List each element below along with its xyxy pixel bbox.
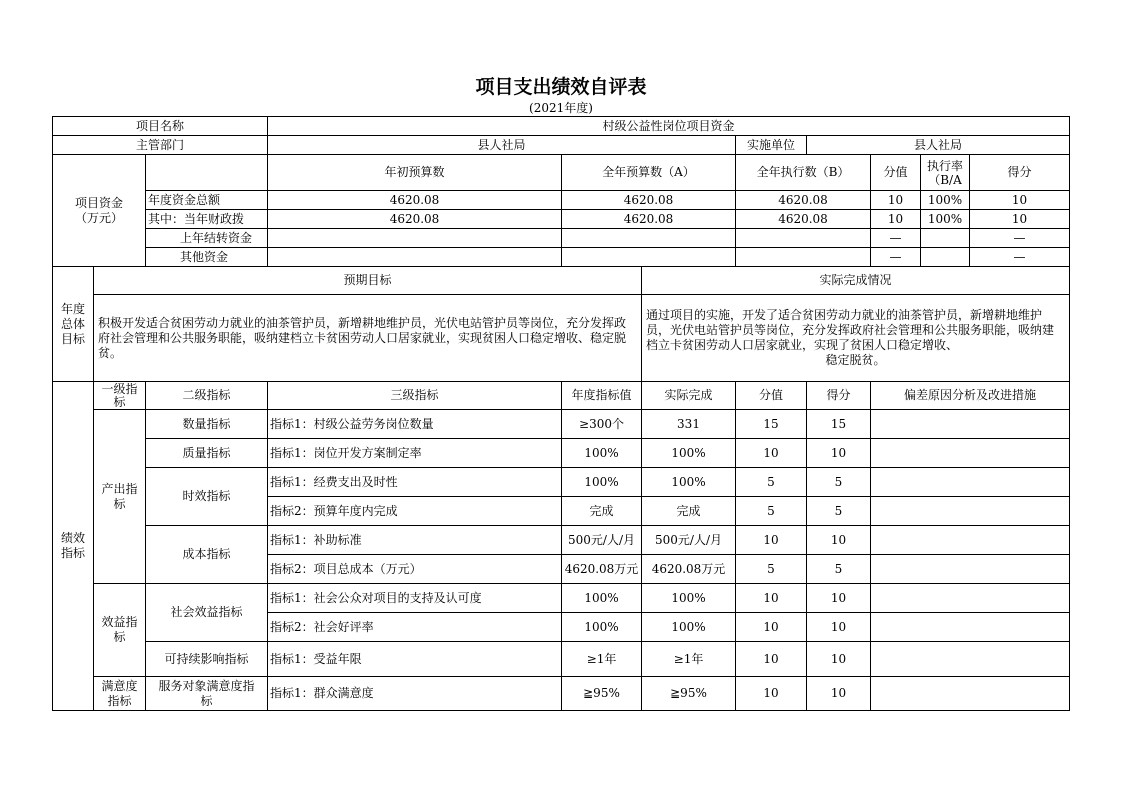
level2-cost: 成本指标 xyxy=(146,526,268,584)
indicator-actual: 331 xyxy=(642,410,736,439)
indicator-score: 10 xyxy=(807,439,871,468)
indicator-score: 10 xyxy=(807,613,871,642)
header-score-value: 分值 xyxy=(871,155,921,191)
indicator-row xyxy=(53,642,1070,677)
indicator-target: 100% xyxy=(562,468,642,497)
department-row xyxy=(53,136,1070,155)
indicator-score: 10 xyxy=(807,584,871,613)
indicators-header-row xyxy=(53,382,1070,410)
indicator-score-value: 10 xyxy=(736,584,807,613)
header-executed: 全年执行数（B） xyxy=(736,155,871,191)
indicator-actual: ≥1年 xyxy=(642,642,736,677)
indicator-score: 15 xyxy=(807,410,871,439)
header-level2: 二级指标 xyxy=(146,382,268,410)
indicator-name: 指标1：社会公众对项目的支持及认可度 xyxy=(268,584,562,613)
indicator-actual: ≧95% xyxy=(642,677,736,711)
department-value: 县人社局 xyxy=(268,136,736,155)
project-name-value: 村级公益性岗位项目资金 xyxy=(268,117,1070,136)
funds-score-value: — xyxy=(871,229,921,248)
indicator-name: 指标1：经费支出及时性 xyxy=(268,468,562,497)
page-title: 项目支出绩效自评表 xyxy=(475,76,647,98)
indicator-deviation xyxy=(871,642,1070,677)
indicator-deviation xyxy=(871,468,1070,497)
indicator-actual: 完成 xyxy=(642,497,736,526)
funds-full-year xyxy=(562,248,736,267)
funds-executed xyxy=(736,248,871,267)
indicator-score-value: 5 xyxy=(736,497,807,526)
indicator-target: 100% xyxy=(562,613,642,642)
header-exec-rate: 执行率（B/A xyxy=(921,155,970,191)
indicator-target: 100% xyxy=(562,439,642,468)
level2-quality: 质量指标 xyxy=(146,439,268,468)
level2-quantity: 数量指标 xyxy=(146,410,268,439)
header-ind-score-value: 分值 xyxy=(736,382,807,410)
indicator-name: 指标1：群众满意度 xyxy=(268,677,562,711)
indicator-row xyxy=(53,584,1070,613)
funds-initial: 4620.08 xyxy=(268,191,562,210)
funds-full-year xyxy=(562,229,736,248)
indicator-score-value: 10 xyxy=(736,642,807,677)
project-name-row xyxy=(53,117,1070,136)
indicator-actual: 100% xyxy=(642,584,736,613)
indicator-deviation xyxy=(871,410,1070,439)
indicator-name: 指标1：补助标准 xyxy=(268,526,562,555)
funds-executed: 4620.08 xyxy=(736,191,871,210)
indicator-deviation xyxy=(871,555,1070,584)
goals-content-row xyxy=(53,295,1070,382)
actual-completion-text-end: 稳定脱贫。 xyxy=(825,353,886,367)
funds-row-label: 其他资金 xyxy=(146,248,268,267)
indicator-score-value: 10 xyxy=(736,526,807,555)
header-ind-score: 得分 xyxy=(807,382,871,410)
header-full-year-budget: 全年预算数（A） xyxy=(562,155,736,191)
indicator-deviation xyxy=(871,526,1070,555)
funds-row xyxy=(53,229,1070,248)
indicator-name: 指标1：岗位开发方案制定率 xyxy=(268,439,562,468)
funds-exec-rate: 100% xyxy=(921,210,970,229)
self-evaluation-table xyxy=(52,116,1070,711)
implementer-value: 县人社局 xyxy=(807,136,1070,155)
level2-sustain: 可持续影响指标 xyxy=(146,642,268,677)
funds-executed xyxy=(736,229,871,248)
header-level1: 一级指标 xyxy=(94,382,146,410)
indicator-score-value: 10 xyxy=(736,439,807,468)
funds-score-value: — xyxy=(871,248,921,267)
indicator-target: 100% xyxy=(562,584,642,613)
page-subtitle: (2021年度) xyxy=(529,101,593,115)
indicator-score-value: 15 xyxy=(736,410,807,439)
indicator-actual: 500元/人/月 xyxy=(642,526,736,555)
funds-initial xyxy=(268,229,562,248)
level1-satisfaction: 满意度 指标 xyxy=(94,677,146,711)
indicator-deviation xyxy=(871,584,1070,613)
indicator-actual: 100% xyxy=(642,439,736,468)
indicator-target: 完成 xyxy=(562,497,642,526)
expected-goal-header: 预期目标 xyxy=(94,267,642,295)
funds-initial: 4620.08 xyxy=(268,210,562,229)
indicator-target: 500元/人/月 xyxy=(562,526,642,555)
header-deviation: 偏差原因分析及改进措施 xyxy=(871,382,1070,410)
funds-row xyxy=(53,248,1070,267)
indicator-score: 5 xyxy=(807,468,871,497)
indicator-actual: 100% xyxy=(642,613,736,642)
indicator-actual: 4620.08万元 xyxy=(642,555,736,584)
funds-exec-rate xyxy=(921,248,970,267)
indicator-score-value: 5 xyxy=(736,555,807,584)
indicator-row xyxy=(53,410,1070,439)
indicator-actual: 100% xyxy=(642,468,736,497)
indicator-score: 5 xyxy=(807,497,871,526)
funds-exec-rate xyxy=(921,229,970,248)
implementer-label: 实施单位 xyxy=(736,136,807,155)
indicator-target: ≧95% xyxy=(562,677,642,711)
expected-goal-text: 积极开发适合贫困劳动力就业的油茶管护员，新增耕地维护员，光伏电站管护员等岗位，充分发挥政府社会管理和公共服务职能，吸纳建档立卡贫困劳动人口居家就业，实现贫困人口稳定增收、稳定脱贫。 xyxy=(94,295,642,382)
indicator-score: 10 xyxy=(807,677,871,711)
funds-score-value: 10 xyxy=(871,210,921,229)
level1-benefit: 效益指 标 xyxy=(94,584,146,677)
indicator-row xyxy=(53,677,1070,711)
indicator-name: 指标1：村级公益劳务岗位数量 xyxy=(268,410,562,439)
funds-header-blank xyxy=(146,155,268,191)
indicator-score-value: 10 xyxy=(736,677,807,711)
funds-row xyxy=(53,210,1070,229)
funds-row-label: 年度资金总额 xyxy=(146,191,268,210)
goals-header-row xyxy=(53,267,1070,295)
indicator-name: 指标1：受益年限 xyxy=(268,642,562,677)
funds-score: — xyxy=(970,248,1070,267)
level1-output: 产出指 标 xyxy=(94,410,146,584)
indicator-name: 指标2：社会好评率 xyxy=(268,613,562,642)
header-level3: 三级指标 xyxy=(268,382,562,410)
indicator-target: ≥300个 xyxy=(562,410,642,439)
indicator-deviation xyxy=(871,497,1070,526)
indicator-row xyxy=(53,439,1070,468)
indicator-deviation xyxy=(871,677,1070,711)
actual-completion-text: 通过项目的实施，开发了适合贫困劳动力就业的油茶管护员，新增耕地维护员，光伏电站管护员等岗位，充分发挥政府社会管理和公共服务职能，吸纳建档立卡贫困劳动人口居家就业，实现了贫困人口稳定增收、 xyxy=(646,308,1055,352)
level2-social: 社会效益指标 xyxy=(146,584,268,642)
actual-completion-header: 实际完成情况 xyxy=(642,267,1070,295)
funds-label: 项目资金 （万元） xyxy=(53,155,146,267)
goals-label: 年度 总体 目标 xyxy=(53,267,94,382)
indicator-score: 10 xyxy=(807,642,871,677)
funds-full-year: 4620.08 xyxy=(562,210,736,229)
actual-completion-cell xyxy=(642,295,1070,382)
indicator-score: 10 xyxy=(807,526,871,555)
indicators-label: 绩效 指标 xyxy=(53,382,94,711)
header-score: 得分 xyxy=(970,155,1070,191)
funds-score: 10 xyxy=(970,210,1070,229)
funds-header-row xyxy=(53,155,1070,191)
indicator-row xyxy=(53,526,1070,555)
indicator-score-value: 10 xyxy=(736,613,807,642)
funds-exec-rate: 100% xyxy=(921,191,970,210)
indicator-target: 4620.08万元 xyxy=(562,555,642,584)
funds-row-label: 其中：当年财政拨 xyxy=(146,210,268,229)
funds-initial xyxy=(268,248,562,267)
indicator-target: ≥1年 xyxy=(562,642,642,677)
department-label: 主管部门 xyxy=(53,136,268,155)
funds-executed: 4620.08 xyxy=(736,210,871,229)
indicator-name: 指标2：预算年度内完成 xyxy=(268,497,562,526)
indicator-score-value: 5 xyxy=(736,468,807,497)
funds-score: 10 xyxy=(970,191,1070,210)
level2-service: 服务对象满意度指 标 xyxy=(146,677,268,711)
indicator-deviation xyxy=(871,439,1070,468)
funds-row xyxy=(53,191,1070,210)
indicator-row xyxy=(53,468,1070,497)
indicator-deviation xyxy=(871,613,1070,642)
indicator-name: 指标2：项目总成本（万元） xyxy=(268,555,562,584)
header-target: 年度指标值 xyxy=(562,382,642,410)
level2-timeliness: 时效指标 xyxy=(146,468,268,526)
header-actual: 实际完成 xyxy=(642,382,736,410)
funds-row-label: 上年结转资金 xyxy=(146,229,268,248)
funds-score: — xyxy=(970,229,1070,248)
indicator-score: 5 xyxy=(807,555,871,584)
project-name-label: 项目名称 xyxy=(53,117,268,136)
funds-full-year: 4620.08 xyxy=(562,191,736,210)
header-initial-budget: 年初预算数 xyxy=(268,155,562,191)
funds-score-value: 10 xyxy=(871,191,921,210)
